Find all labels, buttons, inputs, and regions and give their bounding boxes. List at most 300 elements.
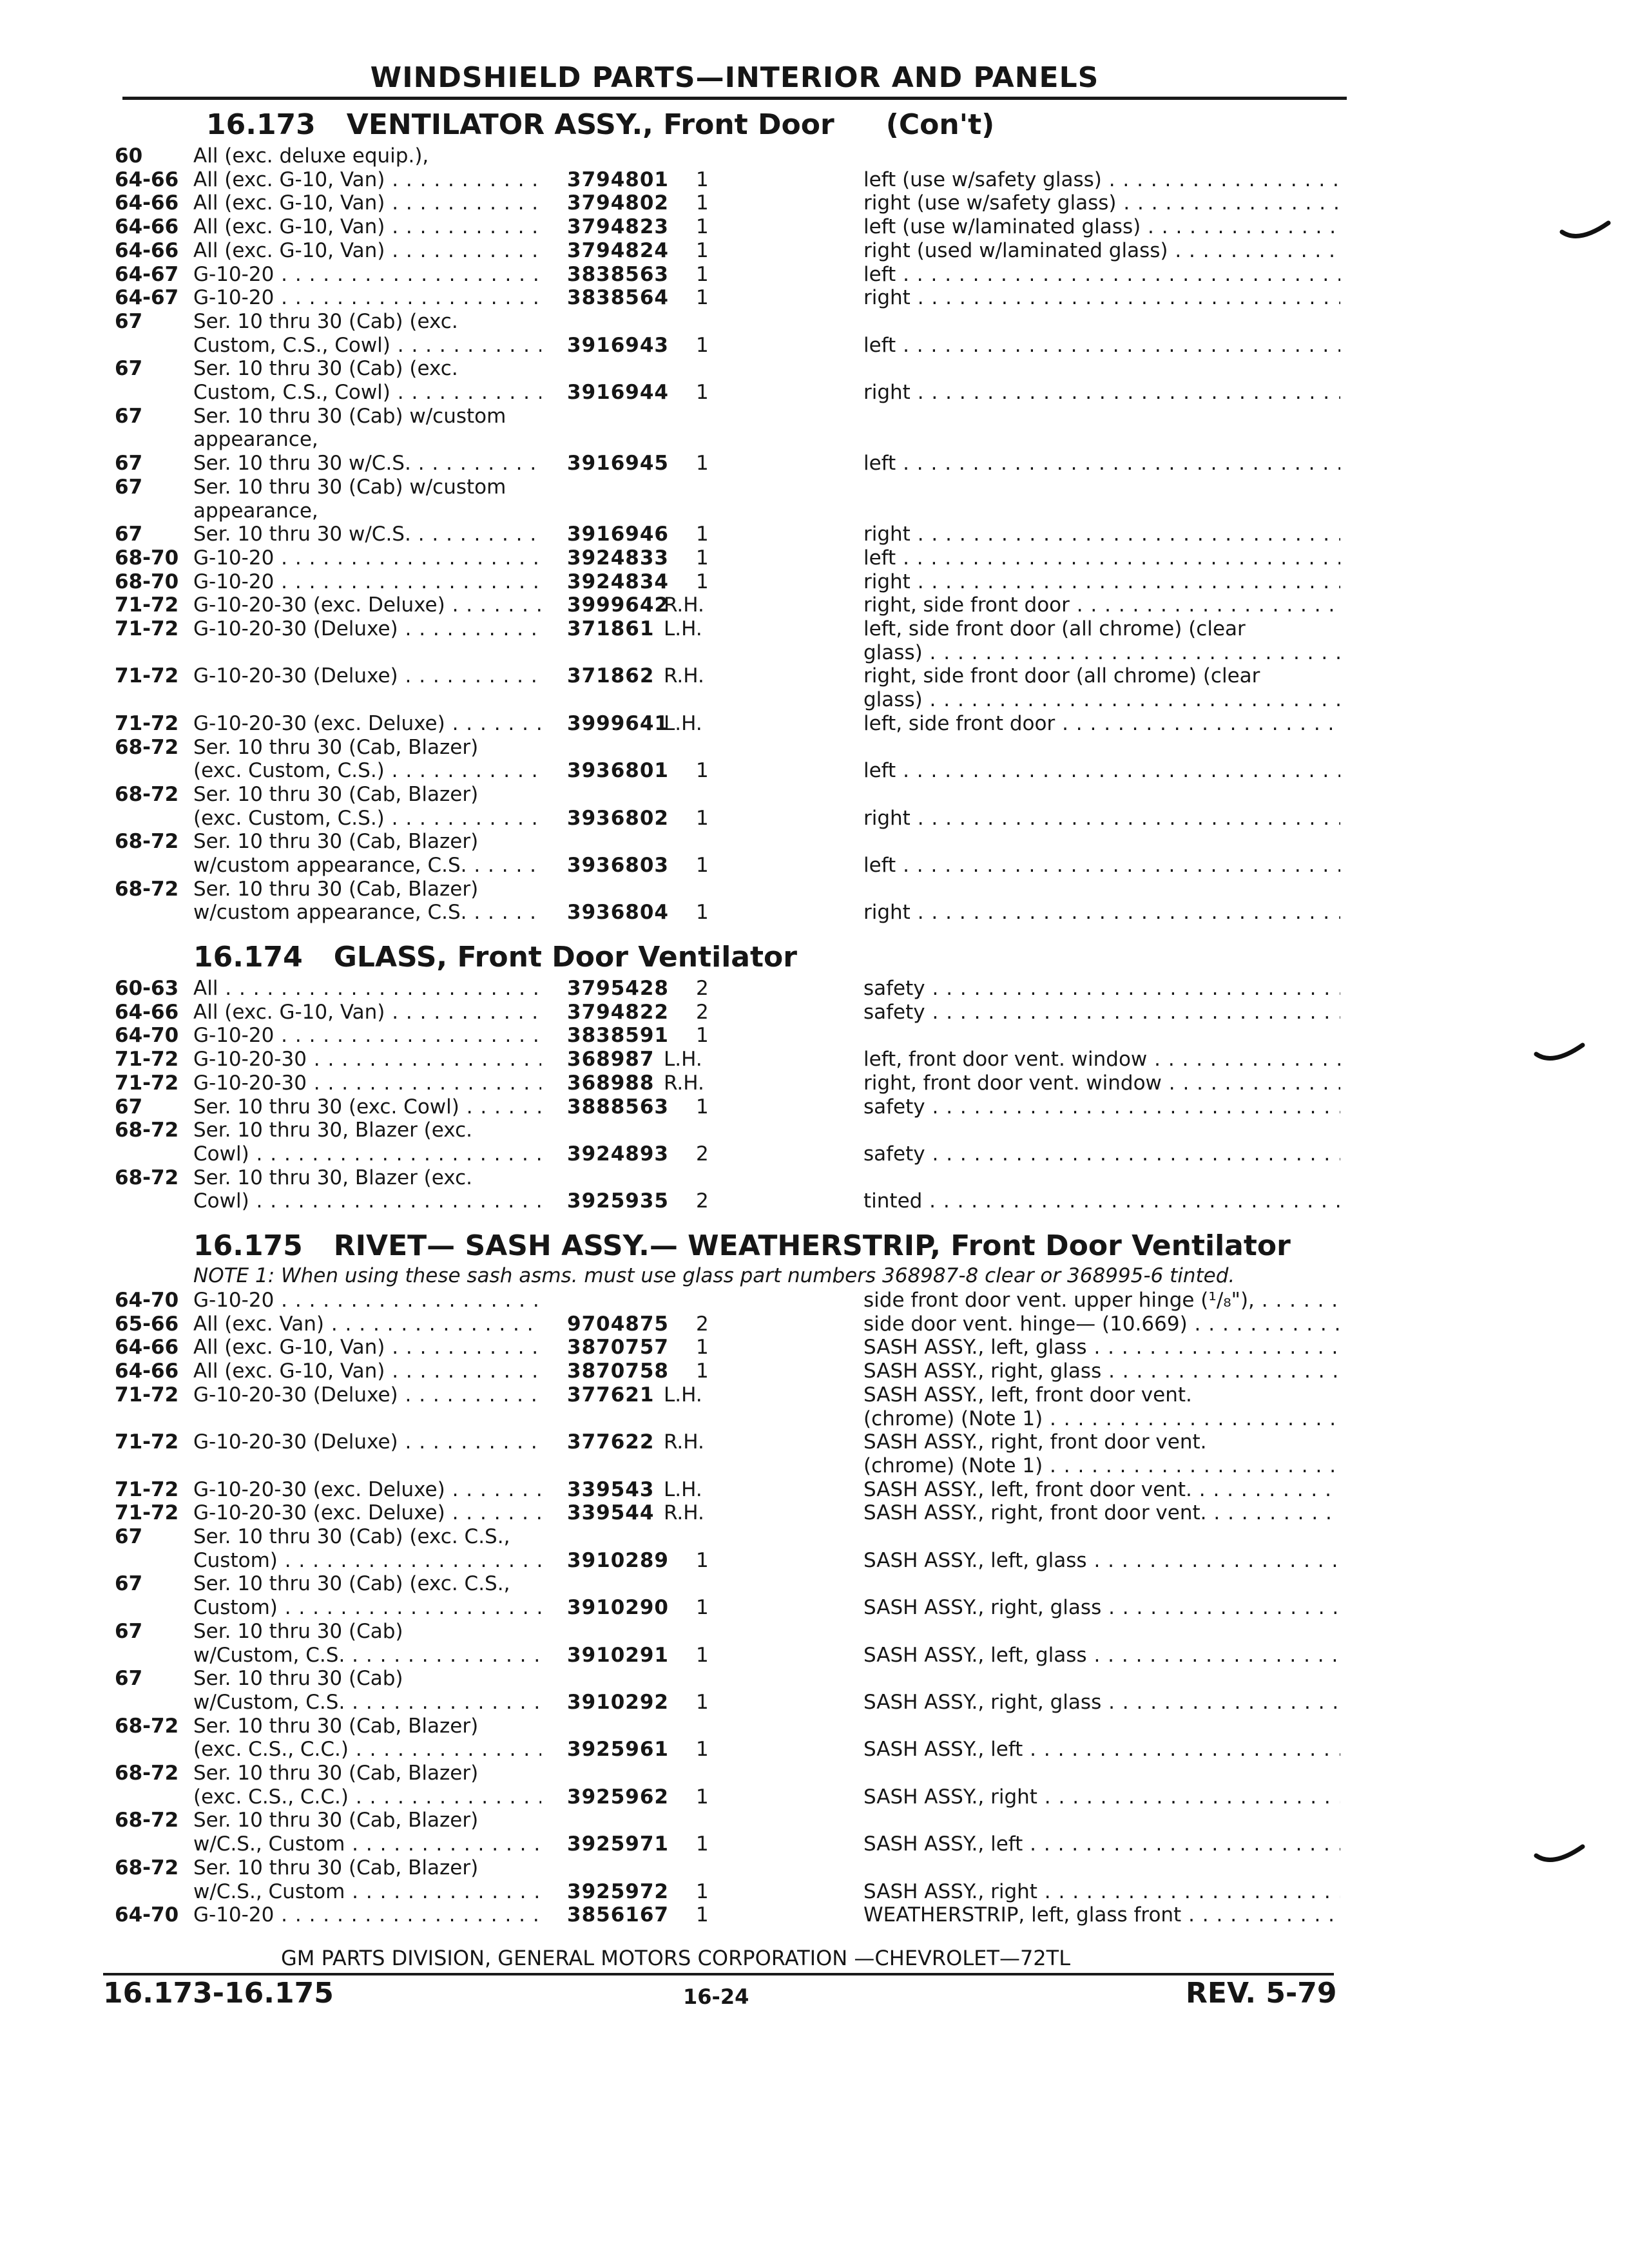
parts-row <box>0 1644 1629 1667</box>
application: Ser. 10 thru 30 (Cab, Blazer) <box>193 1714 479 1738</box>
part-number: 3924893 <box>567 1142 669 1166</box>
quantity: 1 <box>696 381 709 404</box>
quantity: 2 <box>696 1189 709 1213</box>
year-range: 68-72 <box>115 1166 179 1189</box>
year-range: 67 <box>115 309 143 333</box>
parts-row <box>0 1572 1629 1595</box>
parts-row <box>0 476 1629 499</box>
year-range: 64-66 <box>115 191 179 215</box>
year-range: 71-72 <box>115 617 179 640</box>
parts-row <box>0 878 1629 901</box>
quantity: 1 <box>696 238 709 262</box>
parts-row <box>0 593 1629 617</box>
description: left (use w/laminated glass) . . . <box>863 215 1340 238</box>
quantity: L.H. <box>664 617 702 640</box>
page-header <box>122 50 1347 100</box>
application: All (exc. G-10, Van) . . . <box>193 1001 541 1024</box>
description: SASH ASSY., left . . . <box>863 1738 1340 1761</box>
parts-row <box>0 1119 1629 1142</box>
application: Ser. 10 thru 30, Blazer (exc. <box>193 1119 473 1142</box>
part-number: 3794822 <box>567 1000 669 1024</box>
parts-row <box>0 523 1629 546</box>
description: left . . . <box>863 759 1340 782</box>
parts-row <box>0 1289 1629 1312</box>
description: glass) . . . <box>863 641 1340 664</box>
application: Cowl) . . . <box>193 1189 541 1213</box>
parts-row <box>0 1738 1629 1761</box>
description: right . . . <box>863 570 1340 593</box>
quantity: 1 <box>696 1596 709 1620</box>
part-number: 3838564 <box>567 286 669 310</box>
application: All (exc. G-10, Van) . . . <box>193 168 541 191</box>
application: Custom, C.S., Cowl) . . . <box>193 334 541 357</box>
parts-row <box>0 1454 1629 1477</box>
parts-row <box>0 1549 1629 1572</box>
application: G-10-20 . . . <box>193 286 541 309</box>
parts-row <box>0 310 1629 333</box>
year-range: 68-72 <box>115 1809 179 1832</box>
year-range: 60-63 <box>115 977 179 1000</box>
description: left . . . <box>863 854 1340 877</box>
part-number: 377622 <box>567 1430 655 1454</box>
application: w/C.S., Custom . . . <box>193 1880 541 1903</box>
parts-row <box>0 239 1629 262</box>
quantity: 1 <box>696 1832 709 1856</box>
application: Ser. 10 thru 30 w/C.S. . . . <box>193 452 541 475</box>
parts-row <box>0 1001 1629 1024</box>
description: (chrome) (Note 1) . . . <box>863 1407 1340 1430</box>
description: left, side front door . . . <box>863 712 1340 735</box>
application: G-10-20 . . . <box>193 546 541 570</box>
description: left . . . <box>863 263 1340 286</box>
part-number: 339544 <box>567 1501 655 1525</box>
year-range: 68-72 <box>115 1714 179 1738</box>
year-range: 64-66 <box>115 1360 179 1383</box>
application: Ser. 10 thru 30 (Cab) (exc. <box>193 309 458 333</box>
application: (exc. Custom, C.S.) . . . <box>193 807 541 830</box>
parts-row <box>0 664 1629 687</box>
year-range: 68-72 <box>115 1856 179 1879</box>
description: SASH ASSY., right, front door vent. <box>863 1430 1207 1454</box>
application: G-10-20 . . . <box>193 570 541 593</box>
year-range: 64-70 <box>115 1289 179 1312</box>
application: w/custom appearance, C.S. . . . <box>193 854 541 877</box>
parts-row <box>0 854 1629 877</box>
application: Ser. 10 thru 30 (Cab, Blazer) <box>193 830 479 854</box>
parts-row <box>0 357 1629 380</box>
application: G-10-20-30 . . . <box>193 1072 541 1095</box>
application: G-10-20 . . . <box>193 263 541 286</box>
part-number: 3999641 <box>567 711 669 735</box>
quantity: 1 <box>696 570 709 593</box>
quantity: 1 <box>696 215 709 239</box>
application: Ser. 10 thru 30 (exc. Cowl) . . . <box>193 1095 541 1119</box>
section-heading <box>206 108 994 141</box>
year-range: 60 <box>115 144 143 168</box>
description: SASH ASSY., right, front door vent. . . . <box>863 1501 1340 1524</box>
quantity: 1 <box>696 1095 709 1119</box>
application: w/C.S., Custom . . . <box>193 1832 541 1856</box>
description: left . . . <box>863 452 1340 475</box>
description: left . . . <box>863 546 1340 570</box>
description: SASH ASSY., right . . . <box>863 1880 1340 1903</box>
part-number: 3794823 <box>567 215 669 239</box>
parts-row <box>0 428 1629 451</box>
description: left (use w/safety glass) . . . <box>863 168 1340 191</box>
description: tinted . . . <box>863 1189 1340 1213</box>
description: SASH ASSY., right . . . <box>863 1785 1340 1809</box>
quantity: 1 <box>696 1360 709 1383</box>
parts-row <box>0 1072 1629 1095</box>
year-range: 67 <box>115 1525 143 1548</box>
parts-row <box>0 1785 1629 1809</box>
quantity: R.H. <box>664 664 704 688</box>
parts-row <box>0 1024 1629 1047</box>
parts-row <box>0 807 1629 830</box>
parts-row <box>0 452 1629 475</box>
footer-page-number: 16-24 <box>683 1984 749 2009</box>
application: w/custom appearance, C.S. . . . <box>193 901 541 924</box>
application: Ser. 10 thru 30 (Cab) (exc. C.S., <box>193 1525 510 1548</box>
description: side front door vent. upper hinge (¹/₈"), . . . <box>863 1289 1340 1312</box>
part-number: 3910289 <box>567 1548 669 1572</box>
application: Custom) . . . <box>193 1549 541 1572</box>
description: SASH ASSY., left, glass . . . <box>863 1549 1340 1572</box>
part-number: 3936802 <box>567 806 669 830</box>
parts-row <box>0 1142 1629 1166</box>
quantity: 1 <box>696 1738 709 1762</box>
description: (chrome) (Note 1) . . . <box>863 1454 1340 1477</box>
application: Ser. 10 thru 30 (Cab) <box>193 1619 403 1643</box>
part-number: 3936801 <box>567 759 669 783</box>
year-range: 71-72 <box>115 593 179 617</box>
description: safety . . . <box>863 1142 1340 1166</box>
description: right . . . <box>863 901 1340 924</box>
year-range: 71-72 <box>115 1048 179 1072</box>
quantity: 1 <box>696 759 709 783</box>
year-range: 71-72 <box>115 1071 179 1095</box>
description: left . . . <box>863 334 1340 357</box>
application: G-10-20-30 (exc. Deluxe) . . . <box>193 1478 541 1501</box>
footer-section-range: 16.173-16.175 <box>103 1977 334 2010</box>
application: appearance, <box>193 499 318 523</box>
application: All (exc. deluxe equip.), <box>193 144 429 168</box>
quantity: L.H. <box>664 1383 702 1407</box>
parts-row <box>0 1856 1629 1879</box>
application: Ser. 10 thru 30 (Cab) w/custom <box>193 404 506 428</box>
application: Ser. 10 thru 30 (Cab) (exc. <box>193 357 458 381</box>
application: All (exc. G-10, Van) . . . <box>193 239 541 262</box>
parts-row <box>0 546 1629 570</box>
application: G-10-20-30 (exc. Deluxe) . . . <box>193 593 541 617</box>
part-number: 3936804 <box>567 901 669 925</box>
parts-row <box>0 1430 1629 1454</box>
parts-row <box>0 168 1629 191</box>
quantity: 1 <box>696 901 709 925</box>
section-number: 16.173 <box>206 108 316 141</box>
parts-row <box>0 286 1629 309</box>
part-number: 3916943 <box>567 333 669 357</box>
description: right (used w/laminated glass) . . . <box>863 239 1340 262</box>
description: SASH ASSY., left, glass . . . <box>863 1336 1340 1359</box>
application: (exc. C.S., C.C.) . . . <box>193 1738 541 1761</box>
quantity: 1 <box>696 1643 709 1667</box>
parts-row <box>0 617 1629 640</box>
description: SASH ASSY., left, glass . . . <box>863 1644 1340 1667</box>
parts-row <box>0 1525 1629 1548</box>
parts-row <box>0 334 1629 357</box>
application: G-10-20-30 . . . <box>193 1048 541 1071</box>
parts-row <box>0 1501 1629 1524</box>
description: left, front door vent. window . . . <box>863 1048 1340 1071</box>
year-range: 68-70 <box>115 546 179 570</box>
part-number: 3910291 <box>567 1643 669 1667</box>
description: right . . . <box>863 381 1340 404</box>
description: SASH ASSY., left, front door vent. . . . <box>863 1478 1340 1501</box>
year-range: 64-70 <box>115 1024 179 1048</box>
parts-row <box>0 144 1629 168</box>
description: right, front door vent. window . . . <box>863 1072 1340 1095</box>
part-number: 3999642 <box>567 593 669 617</box>
quantity: 1 <box>696 1336 709 1360</box>
application: w/Custom, C.S. . . . <box>193 1691 541 1714</box>
part-number: 3888563 <box>567 1095 669 1119</box>
description: SASH ASSY., left, front door vent. <box>863 1383 1192 1407</box>
year-range: 71-72 <box>115 1383 179 1407</box>
parts-row <box>0 977 1629 1000</box>
part-number: 371861 <box>567 617 655 640</box>
year-range: 64-66 <box>115 238 179 262</box>
part-number: 3838563 <box>567 262 669 286</box>
application: G-10-20-30 (Deluxe) . . . <box>193 617 541 640</box>
part-number: 3795428 <box>567 977 669 1000</box>
parts-row <box>0 1691 1629 1714</box>
year-range: 71-72 <box>115 711 179 735</box>
application: All (exc. G-10, Van) . . . <box>193 1360 541 1383</box>
year-range: 71-72 <box>115 1501 179 1525</box>
parts-row <box>0 1360 1629 1383</box>
part-number: 3916944 <box>567 381 669 404</box>
footer-revision: REV. 5-79 <box>1186 1977 1337 2010</box>
description: side door vent. hinge— (10.669) . . . <box>863 1312 1340 1336</box>
quantity: 1 <box>696 806 709 830</box>
quantity: 1 <box>696 1024 709 1048</box>
part-number: 3910292 <box>567 1690 669 1714</box>
description: safety . . . <box>863 977 1340 1000</box>
application: Ser. 10 thru 30 (Cab, Blazer) <box>193 735 479 759</box>
description: SASH ASSY., right, glass . . . <box>863 1596 1340 1619</box>
quantity: 1 <box>696 262 709 286</box>
parts-row <box>0 263 1629 286</box>
page-title: WINDSHIELD PARTS—INTERIOR AND PANELS <box>370 61 1099 94</box>
year-range: 64-66 <box>115 215 179 239</box>
year-range: 68-72 <box>115 1762 179 1785</box>
parts-row <box>0 1620 1629 1643</box>
application: All (exc. G-10, Van) . . . <box>193 215 541 238</box>
part-number: 3838591 <box>567 1024 669 1048</box>
section-title: RIVET— SASH ASSY.— WEATHERSTRIP, Front Door Ventilator <box>333 1229 1291 1262</box>
application: All (exc. G-10, Van) . . . <box>193 191 541 215</box>
application: G-10-20 . . . <box>193 1289 541 1312</box>
parts-row <box>0 641 1629 664</box>
year-range: 68-72 <box>115 1119 179 1142</box>
parts-row <box>0 1478 1629 1501</box>
quantity: 1 <box>696 191 709 215</box>
parts-row <box>0 1880 1629 1903</box>
year-range: 67 <box>115 1619 143 1643</box>
part-number: 3794802 <box>567 191 669 215</box>
application: G-10-20-30 (Deluxe) . . . <box>193 1430 541 1454</box>
description: right (use w/safety glass) . . . <box>863 191 1340 215</box>
application: Ser. 10 thru 30 (Cab) (exc. C.S., <box>193 1572 510 1596</box>
parts-row <box>0 1312 1629 1336</box>
part-number: 3794824 <box>567 238 669 262</box>
description: SASH ASSY., left . . . <box>863 1832 1340 1856</box>
description: WEATHERSTRIP, left, glass front . . . <box>863 1903 1340 1927</box>
check-mark-icon <box>1559 220 1611 246</box>
quantity: 1 <box>696 1903 709 1927</box>
quantity: 1 <box>696 1785 709 1809</box>
year-range: 71-72 <box>115 1430 179 1454</box>
application: appearance, <box>193 428 318 452</box>
part-number: 3870757 <box>567 1336 669 1360</box>
parts-row <box>0 1762 1629 1785</box>
parts-row <box>0 1715 1629 1738</box>
parts-row <box>0 1809 1629 1832</box>
application: G-10-20-30 (Deluxe) . . . <box>193 664 541 687</box>
application: Ser. 10 thru 30 (Cab) w/custom <box>193 475 506 499</box>
year-range: 67 <box>115 452 143 476</box>
part-number: 377621 <box>567 1383 655 1407</box>
year-range: 67 <box>115 1095 143 1119</box>
year-range: 71-72 <box>115 664 179 688</box>
parts-row <box>0 405 1629 428</box>
section-heading <box>193 941 797 974</box>
description: SASH ASSY., right, glass . . . <box>863 1691 1340 1714</box>
application: G-10-20-30 (exc. Deluxe) . . . <box>193 712 541 735</box>
parts-row <box>0 1189 1629 1213</box>
part-number: 3925935 <box>567 1189 669 1213</box>
quantity: 2 <box>696 1142 709 1166</box>
quantity: R.H. <box>664 593 704 617</box>
application: Ser. 10 thru 30 w/C.S. . . . <box>193 523 541 546</box>
description: right . . . <box>863 523 1340 546</box>
quantity: 1 <box>696 168 709 191</box>
quantity: R.H. <box>664 1501 704 1525</box>
year-range: 71-72 <box>115 1477 179 1501</box>
part-number: 3924833 <box>567 546 669 570</box>
part-number: 3856167 <box>567 1903 669 1927</box>
footer-rule <box>103 1973 1334 1975</box>
year-range: 68-72 <box>115 830 179 854</box>
year-range: 64-70 <box>115 1903 179 1927</box>
application: Custom) . . . <box>193 1596 541 1619</box>
application: All . . . <box>193 977 541 1000</box>
application: All (exc. Van) . . . <box>193 1312 541 1336</box>
parts-row <box>0 759 1629 782</box>
quantity: 1 <box>696 286 709 310</box>
year-range: 68-72 <box>115 782 179 806</box>
check-mark-icon <box>1534 1043 1585 1068</box>
application: G-10-20-30 (exc. Deluxe) . . . <box>193 1501 541 1524</box>
part-number: 3925962 <box>567 1785 669 1809</box>
application: Ser. 10 thru 30 (Cab, Blazer) <box>193 1762 479 1785</box>
quantity: L.H. <box>664 711 702 735</box>
parts-row <box>0 1903 1629 1927</box>
year-range: 68-70 <box>115 570 179 593</box>
quantity: 1 <box>696 1690 709 1714</box>
year-range: 65-66 <box>115 1312 179 1336</box>
parts-row <box>0 1383 1629 1407</box>
quantity: 2 <box>696 1000 709 1024</box>
parts-row <box>0 215 1629 238</box>
parts-row <box>0 381 1629 404</box>
footer-division: GM PARTS DIVISION, GENERAL MOTORS CORPORATION —CHEVROLET—72TL <box>277 1946 1074 1970</box>
parts-row <box>0 1166 1629 1189</box>
part-number: 9704875 <box>567 1312 669 1336</box>
application: (exc. Custom, C.S.) . . . <box>193 759 541 782</box>
part-number: 3870758 <box>567 1360 669 1383</box>
section-number: 16.174 <box>193 941 303 974</box>
quantity: 1 <box>696 1548 709 1572</box>
year-range: 67 <box>115 1667 143 1691</box>
description: right . . . <box>863 807 1340 830</box>
part-number: 3925971 <box>567 1832 669 1856</box>
parts-row <box>0 783 1629 806</box>
parts-row <box>0 736 1629 759</box>
application: Ser. 10 thru 30 (Cab) <box>193 1667 403 1691</box>
year-range: 67 <box>115 404 143 428</box>
application: G-10-20 . . . <box>193 1024 541 1047</box>
quantity: 1 <box>696 1879 709 1903</box>
parts-row <box>0 570 1629 593</box>
quantity: 2 <box>696 1312 709 1336</box>
application: (exc. C.S., C.C.) . . . <box>193 1785 541 1809</box>
quantity: 1 <box>696 546 709 570</box>
application: Custom, C.S., Cowl) . . . <box>193 381 541 404</box>
parts-row <box>0 688 1629 711</box>
description: right, side front door (all chrome) (clear <box>863 664 1260 688</box>
year-range: 64-66 <box>115 168 179 191</box>
section-title: GLASS, Front Door Ventilator <box>333 941 797 974</box>
parts-row <box>0 901 1629 924</box>
description: safety . . . <box>863 1095 1340 1119</box>
parts-row <box>0 499 1629 523</box>
application: w/Custom, C.S. . . . <box>193 1644 541 1667</box>
parts-row <box>0 1336 1629 1359</box>
description: glass) . . . <box>863 688 1340 711</box>
quantity: R.H. <box>664 1071 704 1095</box>
year-range: 64-67 <box>115 286 179 310</box>
quantity: R.H. <box>664 1430 704 1454</box>
part-number: 3916946 <box>567 523 669 546</box>
year-range: 64-67 <box>115 262 179 286</box>
quantity: 1 <box>696 333 709 357</box>
part-number: 3794801 <box>567 168 669 191</box>
parts-row <box>0 1832 1629 1856</box>
application: Ser. 10 thru 30 (Cab, Blazer) <box>193 1856 479 1879</box>
year-range: 68-72 <box>115 735 179 759</box>
application: Ser. 10 thru 30, Blazer (exc. <box>193 1166 473 1189</box>
parts-row <box>0 1095 1629 1119</box>
application: G-10-20-30 (Deluxe) . . . <box>193 1383 541 1407</box>
year-range: 67 <box>115 357 143 381</box>
year-range: 67 <box>115 475 143 499</box>
parts-row <box>0 1667 1629 1690</box>
quantity: 1 <box>696 854 709 877</box>
part-number: 3936803 <box>567 854 669 877</box>
description: right . . . <box>863 286 1340 309</box>
